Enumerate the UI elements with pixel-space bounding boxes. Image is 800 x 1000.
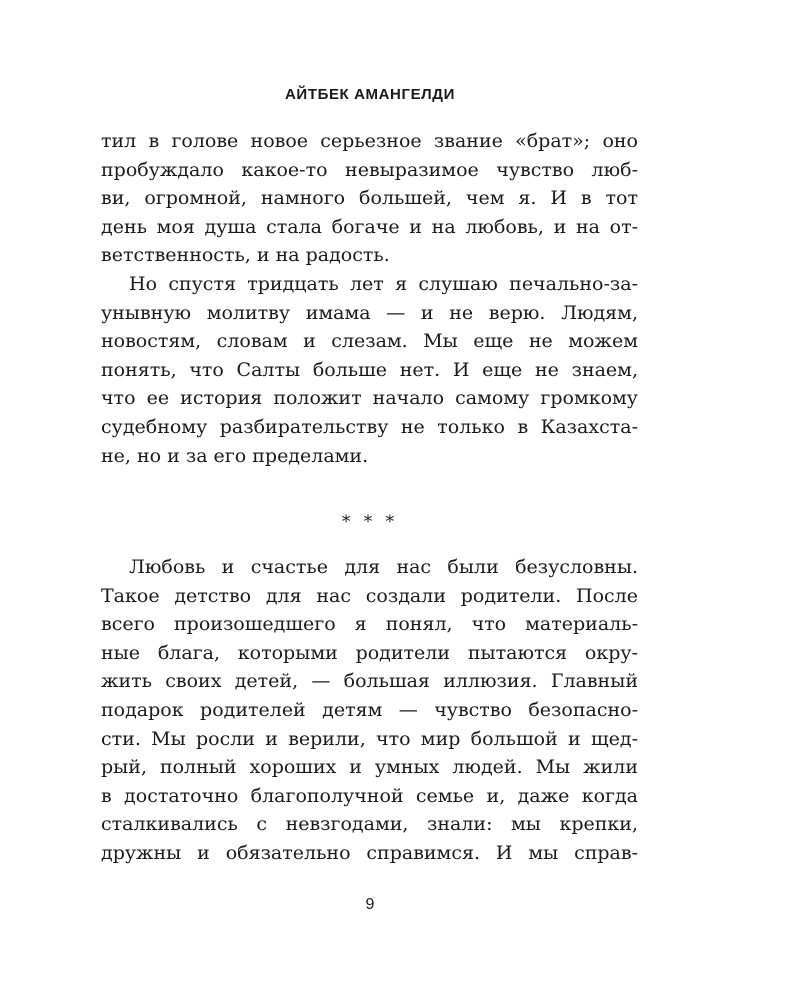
text-line: Но спустя тридцать лет я слушаю печально-за- [129, 272, 638, 295]
text-line: Такое детство для нас создали родители. После [101, 584, 638, 607]
text-line: не, но и за его пределами. [101, 444, 369, 467]
section-separator: * * * [341, 512, 399, 532]
text-line: ви, огромной, намного большей, чем я. И в тот [101, 187, 638, 210]
text-line: Любовь и счастье для нас были безусловны. [129, 556, 638, 578]
text-line: всего произошедшего я понял, что материаль- [101, 613, 638, 636]
text-line: что ее история положит начало самому громкому [101, 387, 638, 410]
text-line: ветственность, и на радость. [101, 244, 390, 267]
text-line: в достаточно благополучной семье и, даже когда [101, 784, 638, 807]
text-line: судебному разбирательству не только в Казахста- [101, 415, 638, 438]
page-number: 9 [365, 896, 375, 913]
text-line: тил в голове новое серьезное звание «брат»; оно [101, 130, 638, 152]
running-head: АЙТБЕК АМАНГЕЛДИ [285, 86, 455, 103]
text-line: дружны и обязательно справимся. И мы справ- [101, 841, 638, 864]
text-line: день моя душа стала богаче и на любовь, и на от- [101, 215, 638, 238]
text-line: сти. Мы росли и верили, что мир большой и щед- [101, 727, 638, 750]
text-block-bottom [101, 553, 638, 868]
text-block-top [101, 127, 638, 470]
text-line: подарок родителей детям — чувство безопасно- [101, 698, 638, 721]
text-line: рый, полный хороших и умных людей. Мы жили [101, 756, 638, 779]
text-line: понять, что Салты больше нет. И еще не знаем, [101, 358, 638, 381]
text-line: новостям, словам и слезам. Мы еще не можем [101, 330, 638, 353]
text-line: жить своих детей, — большая иллюзия. Главный [101, 670, 638, 693]
text-line: сталкивались с невзгодами, знали: мы крепки, [101, 813, 638, 836]
text-line: ные блага, которыми родители пытаются окру- [101, 641, 638, 664]
text-line: пробуждало какое-то невыразимое чувство люб- [101, 158, 638, 181]
text-line: унывную молитву имама — и не верю. Людям, [101, 301, 638, 324]
